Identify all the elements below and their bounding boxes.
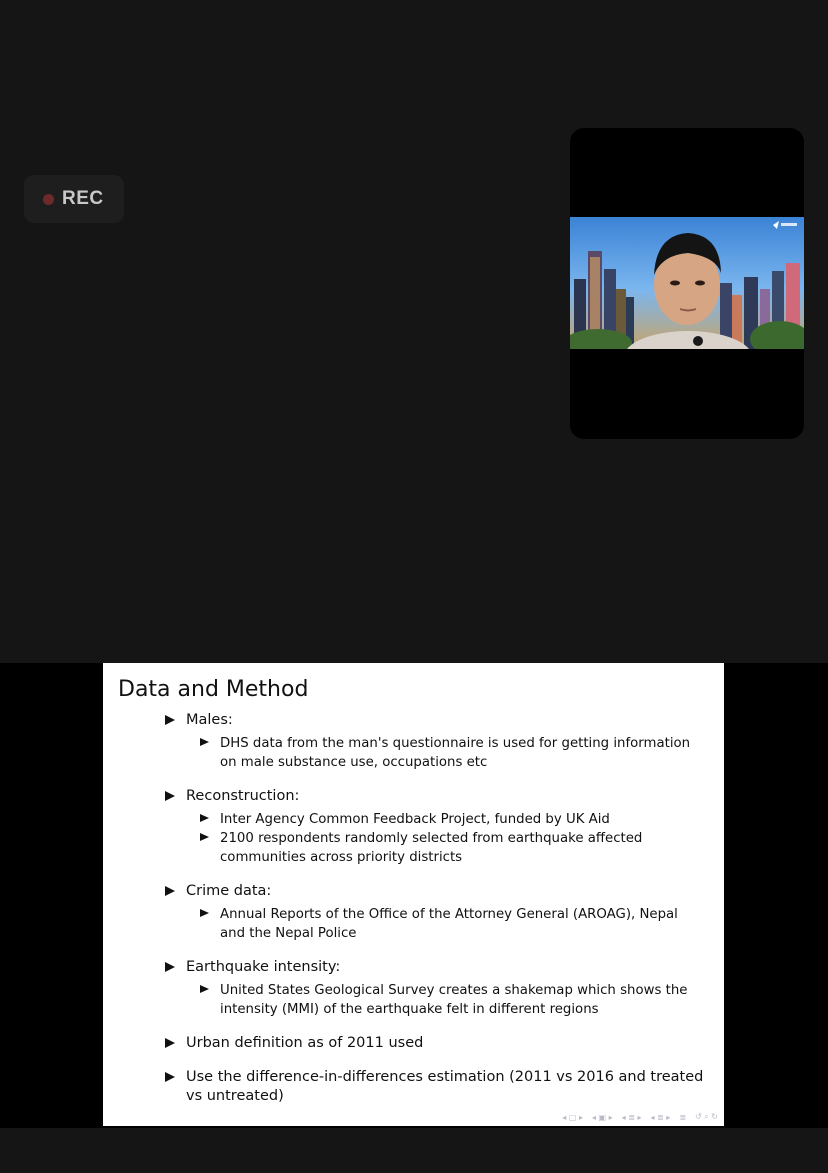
presentation-slide: [103, 663, 724, 1126]
sub-bullet-text: 2100 respondents randomly selected from earthquake affected communities across priority districts: [220, 831, 643, 865]
nav-align-icon[interactable]: ≣: [679, 1112, 687, 1122]
sub-bullet-item: [200, 981, 705, 1019]
sub-bullet-item: [200, 734, 705, 772]
recording-dot-icon: [43, 194, 54, 205]
bullet-text: Reconstruction:: [186, 788, 300, 804]
bullet-triangle-icon: [165, 962, 175, 972]
bullet-triangle-icon: [165, 791, 175, 801]
bullet-text: Urban definition as of 2011 used: [186, 1035, 424, 1051]
bullet-triangle-icon: [165, 1038, 175, 1048]
sub-bullet-item: [200, 810, 705, 829]
sub-bullet-text: DHS data from the man's questionnaire is used for getting information on male substance use, occupations etc: [220, 736, 691, 770]
bullet-item: [165, 958, 705, 1019]
sub-bullet-list: [200, 905, 705, 943]
bullet-triangle-icon: [165, 715, 175, 725]
sub-bullet-triangle-icon: [200, 814, 209, 822]
sub-bullet-triangle-icon: [200, 909, 209, 917]
bullet-text: Males:: [186, 712, 233, 728]
sub-bullet-text: Annual Reports of the Office of the Attorney General (AROAG), Nepal and the Nepal Police: [220, 907, 678, 941]
nav-section-icon[interactable]: ◂ ≣ ▸: [621, 1112, 642, 1122]
sub-bullet-text: Inter Agency Common Feedback Project, funded by UK Aid: [220, 812, 610, 827]
sub-bullet-list: [200, 981, 705, 1019]
bullet-triangle-icon: [165, 1072, 175, 1082]
bullet-item: [165, 711, 705, 772]
sub-bullet-list: [200, 810, 705, 867]
sub-bullet-triangle-icon: [200, 833, 209, 841]
beamer-navigation-bar: [562, 1112, 718, 1122]
slide-bullet-list: [165, 711, 705, 1121]
sub-bullet-triangle-icon: [200, 738, 209, 746]
sub-bullet-triangle-icon: [200, 985, 209, 993]
bullet-text: Crime data:: [186, 883, 272, 899]
sub-bullet-item: [200, 829, 705, 867]
bottom-strip: [0, 1128, 828, 1173]
slide-title: Data and Method: [118, 677, 309, 702]
bullet-item: [165, 1034, 705, 1053]
sub-bullet-item: [200, 905, 705, 943]
nav-subsection-icon[interactable]: ◂ ≣ ▸: [650, 1112, 671, 1122]
bullet-text: Earthquake intensity:: [186, 959, 341, 975]
bullet-item: [165, 1068, 705, 1106]
bullet-item: [165, 882, 705, 943]
recording-label: REC: [62, 188, 104, 209]
participant-webcam-image: [570, 217, 804, 349]
nav-search-icon[interactable]: ↺ ⌕ ↻: [695, 1112, 718, 1121]
sub-bullet-list: [200, 734, 705, 772]
bullet-item: [165, 787, 705, 867]
bullet-text: Use the difference-in-differences estimation (2011 vs 2016 and treated vs untreated): [186, 1069, 704, 1104]
nav-first-icon[interactable]: ◂ ▢ ▸: [562, 1112, 583, 1122]
nav-frame-icon[interactable]: ◂ ▣ ▸: [591, 1112, 613, 1122]
sub-bullet-text: United States Geological Survey creates a shakemap which shows the intensity (MMI) of the earthquake felt in different regions: [220, 983, 688, 1017]
participant-video-frame: [570, 217, 804, 349]
bullet-triangle-icon: [165, 886, 175, 896]
recording-indicator[interactable]: [24, 175, 124, 223]
screen-share-area: [0, 663, 828, 1128]
participant-video-tile[interactable]: [570, 128, 804, 439]
